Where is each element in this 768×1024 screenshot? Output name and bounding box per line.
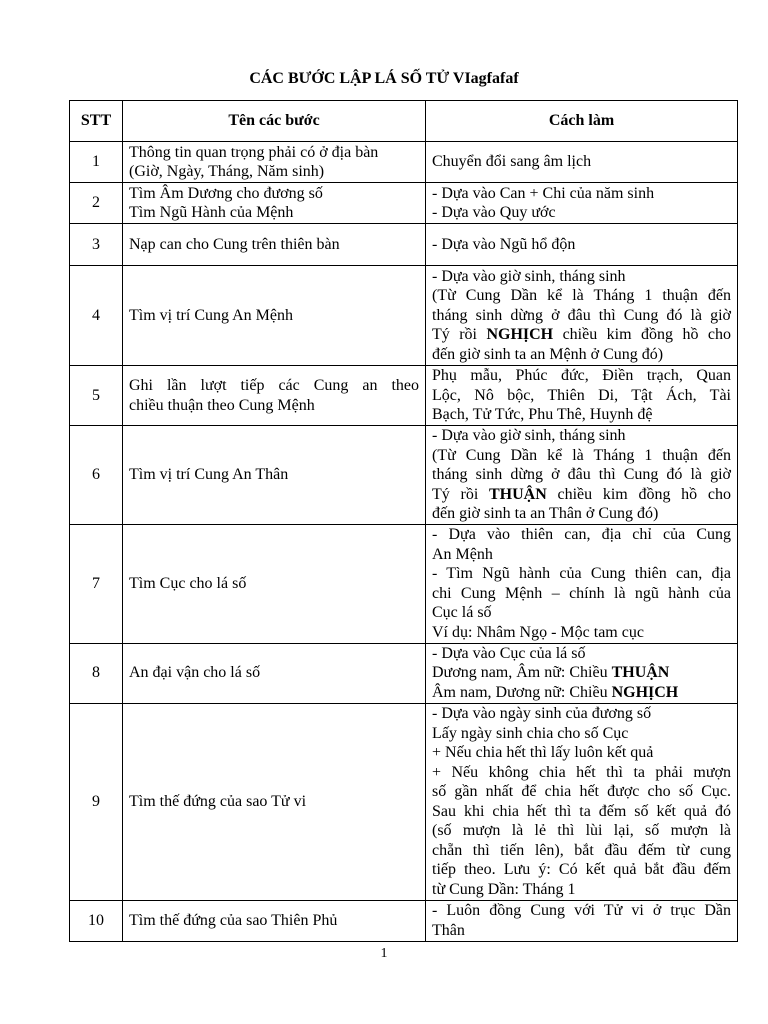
header-step-name: Tên các bước bbox=[123, 101, 426, 142]
row-step-name bbox=[123, 224, 426, 266]
cell-line: - Dựa vào thiên can, địa chỉ của Cung bbox=[432, 526, 731, 543]
cell-line: Lộc, Nô bộc, Thiên Di, Tật Ách, Tài bbox=[432, 386, 731, 404]
cell-line bbox=[432, 663, 731, 683]
row-step-name bbox=[123, 703, 426, 900]
row-stt: 6 bbox=[70, 426, 123, 525]
cell-text: Dương nam, Âm nữ: Chiều bbox=[432, 664, 612, 682]
table-row bbox=[70, 426, 738, 525]
cell-line: An Mệnh bbox=[432, 545, 493, 563]
direction-keyword: THUẬN bbox=[488, 485, 547, 503]
cell-line: chẵn thì tiến lên), bắt đầu đếm từ cung bbox=[432, 841, 731, 859]
cell-line: - Tìm Ngũ hành của Cung thiên can, địa bbox=[432, 565, 731, 582]
cell-line: - Dựa vào ngày sinh của đương số bbox=[432, 705, 652, 722]
cell-line: (Giờ, Ngày, Tháng, Năm sinh) bbox=[129, 163, 325, 180]
cell-line: - Dựa vào Quy ước bbox=[432, 204, 556, 221]
row-step-name bbox=[123, 426, 426, 525]
cell-line: tháng sinh dừng ở đâu thì Cung đó là giờ bbox=[432, 306, 731, 324]
cell-line bbox=[432, 683, 731, 703]
page-title: CÁC BƯỚC LẬP LÁ SỐ TỬ VIagfafaf bbox=[249, 70, 519, 87]
cell-line: (Từ Cung Dần kể là Tháng 1 thuận đến bbox=[432, 287, 731, 305]
table-row bbox=[70, 900, 738, 941]
header-method: Cách làm bbox=[426, 101, 738, 142]
cell-line: - Dựa vào giờ sinh, tháng sinh bbox=[432, 267, 626, 285]
row-step-name bbox=[123, 643, 426, 703]
cell-line: Thông tin quan trọng phải có ở địa bàn bbox=[129, 143, 379, 161]
direction-keyword: THUẬN bbox=[611, 664, 670, 682]
cell-text: chiều kim đồng hồ cho bbox=[546, 485, 731, 503]
row-method bbox=[426, 703, 738, 900]
row-method bbox=[426, 426, 738, 525]
row-step-name bbox=[123, 900, 426, 941]
cell-line: Tìm vị trí Cung An Mệnh bbox=[129, 306, 293, 324]
table-row bbox=[70, 524, 738, 643]
row-method bbox=[426, 224, 738, 266]
cell-line: - Dựa vào Ngũ hổ độn bbox=[432, 235, 576, 253]
header-stt: STT bbox=[70, 101, 123, 142]
cell-line: (số mượn là lẻ thì lùi lại, số mượn là bbox=[432, 822, 731, 839]
page-number: 1 bbox=[380, 946, 388, 961]
cell-line: Phụ mẫu, Phúc đức, Điền trạch, Quan bbox=[432, 367, 731, 385]
row-step-name bbox=[123, 524, 426, 643]
cell-line: - Dựa vào Can + Chi của năm sinh bbox=[432, 184, 655, 202]
row-step-name bbox=[123, 266, 426, 366]
cell-line: An đại vận cho lá số bbox=[129, 664, 261, 682]
cell-line: + Nếu không chia hết thì ta phải mượn bbox=[432, 763, 731, 781]
cell-line: Tìm Cục cho lá số bbox=[129, 574, 247, 592]
row-method bbox=[426, 643, 738, 703]
cell-line: Tìm Âm Dương cho đương số bbox=[129, 184, 323, 202]
row-step-name bbox=[123, 366, 426, 426]
row-stt: 4 bbox=[70, 266, 123, 366]
row-method bbox=[426, 142, 738, 183]
table-row bbox=[70, 703, 738, 900]
cell-line: Tìm thế đứng của sao Tử vi bbox=[129, 792, 307, 810]
cell-line bbox=[432, 485, 731, 505]
row-stt: 8 bbox=[70, 643, 123, 703]
row-method bbox=[426, 900, 738, 941]
steps-table bbox=[69, 100, 738, 942]
cell-line: + Nếu chia hết thì lấy luôn kết quả bbox=[432, 744, 654, 761]
row-stt: 7 bbox=[70, 524, 123, 643]
cell-text: chiều kim đồng hồ cho bbox=[553, 326, 732, 344]
row-stt: 2 bbox=[70, 183, 123, 224]
cell-line: Sau khi chia hết thì ta đếm số kết quả đó bbox=[432, 802, 731, 820]
row-step-name bbox=[123, 142, 426, 183]
cell-line: Thân bbox=[432, 921, 465, 939]
row-method bbox=[426, 524, 738, 643]
table-row bbox=[70, 366, 738, 426]
table-row bbox=[70, 643, 738, 703]
cell-line: Ví dụ: Nhâm Ngọ - Mộc tam cục bbox=[432, 623, 644, 641]
table-row bbox=[70, 266, 738, 366]
cell-line: - Dựa vào giờ sinh, tháng sinh bbox=[432, 427, 626, 444]
cell-line: đến giờ sinh ta an Mệnh ở Cung đó) bbox=[432, 345, 664, 363]
cell-line: chi Cung Mệnh – chính là ngũ hành của bbox=[432, 584, 731, 602]
cell-line: Ghi lần lượt tiếp các Cung an theo bbox=[129, 377, 419, 394]
cell-text: Tý rồi bbox=[432, 326, 487, 344]
direction-keyword: NGHỊCH bbox=[611, 683, 679, 701]
cell-line: - Dựa vào Cục của lá số bbox=[432, 644, 586, 662]
cell-line bbox=[432, 325, 731, 345]
cell-line: chiều thuận theo Cung Mệnh bbox=[129, 396, 315, 414]
table-header-row bbox=[70, 101, 738, 142]
table-row bbox=[70, 224, 738, 266]
row-method bbox=[426, 366, 738, 426]
cell-line: số gần nhất để chia hết được cho số Cục. bbox=[432, 783, 731, 800]
cell-line: tháng sinh dừng ở đâu thì Cung đó là giờ bbox=[432, 466, 731, 483]
cell-line: Bạch, Tử Tức, Phu Thê, Huynh đệ bbox=[432, 406, 653, 424]
cell-line: Chuyển đổi sang âm lịch bbox=[432, 153, 592, 171]
cell-text: Âm nam, Dương nữ: Chiều bbox=[432, 683, 612, 701]
cell-line: đến giờ sinh ta an Thân ở Cung đó) bbox=[432, 505, 659, 522]
row-stt: 9 bbox=[70, 703, 123, 900]
cell-line: Tìm Ngũ Hành của Mệnh bbox=[129, 204, 294, 221]
cell-line: (Từ Cung Dần kể là Tháng 1 thuận đến bbox=[432, 446, 731, 464]
cell-text: Tý rồi bbox=[432, 485, 489, 503]
cell-line: Tìm vị trí Cung An Thân bbox=[129, 466, 289, 483]
row-stt: 5 bbox=[70, 366, 123, 426]
cell-line: từ Cung Dần: Tháng 1 bbox=[432, 880, 576, 898]
cell-line: Nạp can cho Cung trên thiên bàn bbox=[129, 235, 340, 253]
row-method bbox=[426, 183, 738, 224]
cell-line: - Luôn đồng Cung với Tử vi ở trục Dần bbox=[432, 902, 731, 919]
cell-line: Tìm thế đứng của sao Thiên Phủ bbox=[129, 911, 338, 929]
table-row bbox=[70, 183, 738, 224]
row-stt: 10 bbox=[70, 900, 123, 941]
row-step-name bbox=[123, 183, 426, 224]
direction-keyword: NGHỊCH bbox=[486, 326, 554, 344]
row-stt: 3 bbox=[70, 224, 123, 266]
cell-line: tiếp theo. Lưu ý: Có kết quả bắt đầu đếm bbox=[432, 861, 731, 878]
row-method bbox=[426, 266, 738, 366]
table-row bbox=[70, 142, 738, 183]
cell-line: Cục lá số bbox=[432, 604, 492, 621]
cell-line: Lấy ngày sinh chia cho số Cục bbox=[432, 724, 629, 742]
row-stt: 1 bbox=[70, 142, 123, 183]
